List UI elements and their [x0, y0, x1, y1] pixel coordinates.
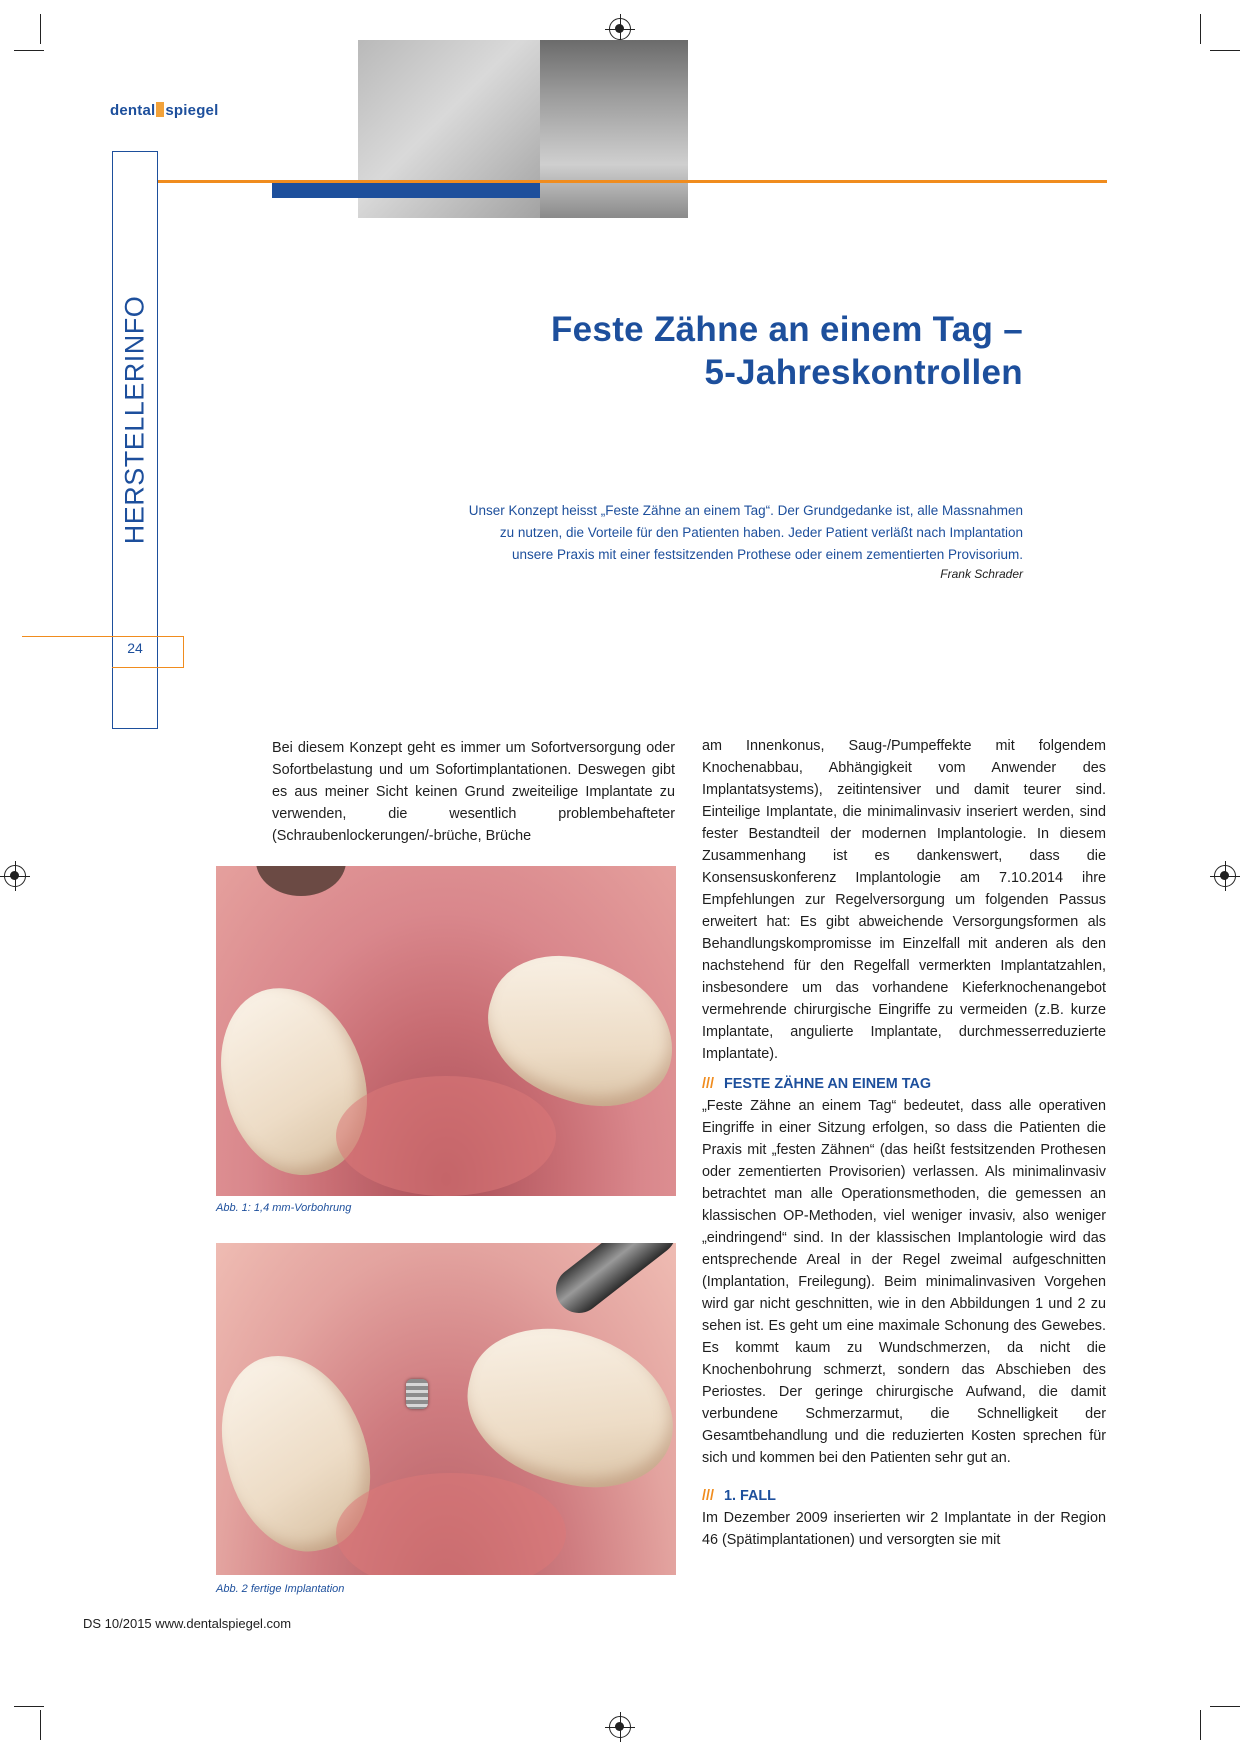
header-rule-blue: [272, 183, 540, 198]
paragraph: Bei diesem Konzept geht es immer um Sofortversorgung oder Sofortbelastung und um Sofortimplantationen. Deswegen gibt es aus meiner Sicht keinen Grund zweiteilige Implantate zu verwenden, die wesentlich problembehafteter (Schraubenlockerungen/-brüche, Brüche: [272, 740, 675, 844]
section-marker: ///: [702, 1076, 714, 1092]
smiling-woman-photo: [540, 40, 688, 218]
figure-1-caption: Abb. 1: 1,4 mm-Vorbohrung: [216, 1202, 352, 1214]
lead-line-1: Unser Konzept heisst „Feste Zähne an einem Tag“. Der Grundgedanke ist, alle Massnahmen: [468, 503, 1023, 518]
crop-mark: [40, 1710, 41, 1740]
section-title: FESTE ZÄHNE AN EINEM TAG: [724, 1076, 932, 1092]
figure-2-caption: Abb. 2 fertige Implantation: [216, 1583, 345, 1595]
section-heading: [702, 1073, 1106, 1095]
registration-mark: [4, 865, 26, 887]
paragraph: „Feste Zähne an einem Tag“ bedeutet, dass alle operativen Eingriffe in einer Sitzung erfolgen, so dass die Patienten die Praxis mit „festen Zähnen“ (das heißt festsitzenden Prothesen oder zementierten Provisorien) verlassen. Als minimalinvasiv betrachtet man alle Operationsmethoden, die gemessen an klassischen OP-Methoden, viel weniger invasiv, also weniger „eindringend“ sind. In der klassischen Implantologie wird das entsprechende Areal in der Regel zweimal aufgeschnitten (Implantation, Freilegung). Beim minimalinvasiven Vorgehen wird gar nicht geschnitten, wie in den Abbildungen 1 und 2 zu sehen ist. Es geht um eine maximale Schonung des Gewebes. Es kommt kaum zu Wundschmerzen, da nicht die Knochenbohrung schmerzt, sondern das Abschieben des Periostes. Der geringe chirurgische Aufwand, die damit verbundene Schmerzarmut, die Schnelligkeit der Gesamtbehandlung und die reduzierten Kosten sprechen für sich und kommen bei den Patienten sehr gut an.: [702, 1098, 1106, 1466]
section-heading: [702, 1485, 1106, 1507]
article-author: Frank Schrader: [940, 567, 1023, 581]
dental-instrument: [547, 1243, 676, 1322]
page-footer: DS 10/2015 www.dentalspiegel.com: [83, 1616, 292, 1631]
right-column-text: [702, 735, 1106, 1551]
section-marker: ///: [702, 1488, 714, 1504]
registration-mark: [1214, 865, 1236, 887]
brand-logo: [110, 102, 218, 119]
crop-mark: [1200, 1710, 1201, 1740]
logo-mark: [156, 102, 164, 117]
paragraph: am Innenkonus, Saug-/Pumpeffekte mit folgendem Knochenabbau, Abhängigkeit vom Anwender des Implantatsystems), zeitintensiver und damit teurer sind. Einteilige Implantate, die minimalinvasiv inseriert werden, sind fester Bestandteil der modernen Implantologie. In diesem Zusammenhang ist es dankenswert, dass die Konsensuskonferenz Implantologie am 7.10.2014 ihre Empfehlungen zur Regelversorgung um folgenden Passus erweitert hat: Es gibt abweichende Versorgungsformen als Behandlungskompromisse im Einzelfall mit anderen als den nachstehend für den Regelfall vermerkten Implantatzahlen, insbesondere um das vorhandene Kieferknochenangebot vermehrende chirurgische Eingriffe zu vermeiden (z.B. kurze Implantate, angulierte Implantate, durchmesserreduzierte Implantate).: [702, 738, 1106, 1062]
implant-abutment: [406, 1379, 428, 1409]
title-line-2: 5-Jahreskontrollen: [704, 353, 1023, 392]
registration-mark: [609, 18, 631, 40]
sidebar-label: HERSTELLERINFO: [119, 295, 150, 545]
crop-mark: [1200, 14, 1201, 44]
paragraph: Im Dezember 2009 inserierten wir 2 Implantate in der Region 46 (Spätimplantationen) und versorgten sie mit: [702, 1510, 1106, 1548]
figure-1-photo: [216, 866, 676, 1196]
crop-mark: [40, 14, 41, 44]
figure-2-photo: [216, 1243, 676, 1575]
page-number: 24: [127, 640, 143, 656]
lead-line-2: zu nutzen, die Vorteile für den Patienten haben. Jeder Patient verläßt nach Implantation: [499, 525, 1023, 540]
logo-left: dental: [110, 102, 156, 119]
article-lead: [263, 500, 1023, 566]
crop-mark: [1210, 1706, 1240, 1707]
lead-line-3: unsere Praxis mit einer festsitzenden Prothese oder einem zementierten Provisorium.: [512, 547, 1023, 562]
crop-mark: [1210, 50, 1240, 51]
article-title: [323, 308, 1023, 394]
gum-area: [256, 866, 346, 896]
crop-mark: [14, 1706, 44, 1707]
left-column-text: [272, 737, 675, 847]
crop-mark: [14, 50, 44, 51]
gum-area: [336, 1473, 566, 1575]
logo-right: spiegel: [165, 102, 219, 119]
gum-area: [336, 1076, 556, 1196]
registration-mark: [609, 1716, 631, 1738]
section-title: 1. FALL: [724, 1488, 776, 1504]
title-line-1: Feste Zähne an einem Tag –: [550, 310, 1023, 349]
